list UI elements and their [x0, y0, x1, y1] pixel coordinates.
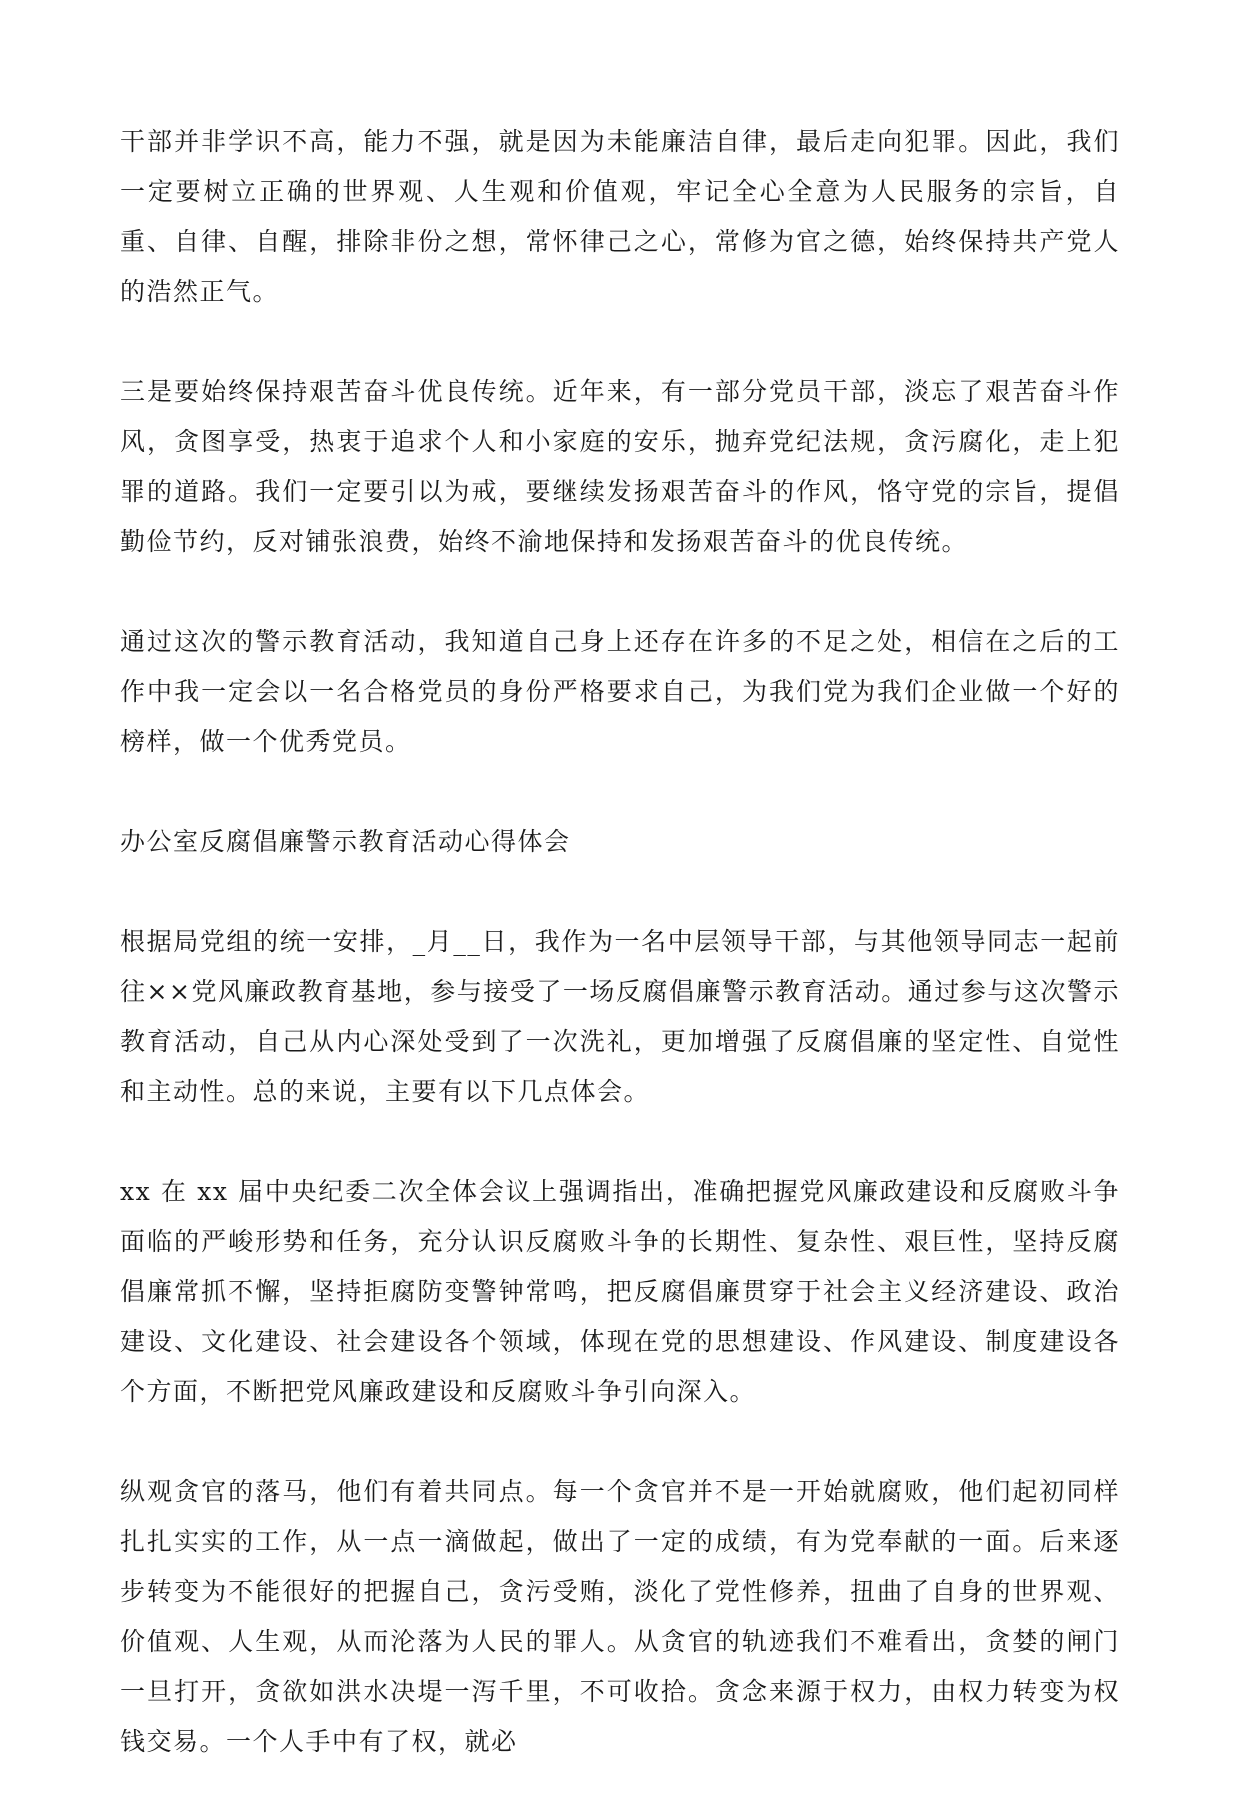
- section-title: 办公室反腐倡廉警示教育活动心得体会: [120, 827, 571, 856]
- paragraph-hard-work: 三是要始终保持艰苦奋斗优良传统。近年来，有一部分党员干部，淡忘了艰苦奋斗作风，贪图享受，热衷于追求个人和小家庭的安乐，抛弃党纪法规，贪污腐化，走上犯罪的道路。我们一定要引以为戒，要继续发扬艰苦奋斗的作风，恪守党的宗旨，提倡勤俭节约，反对铺张浪费，始终不渝地保持和发扬艰苦奋斗的优良传统。: [120, 377, 1120, 556]
- document-page: [120, 117, 1120, 1817]
- paragraph-integrity: 干部并非学识不高，能力不强，就是因为未能廉洁自律，最后走向犯罪。因此，我们一定要树立正确的世界观、人生观和价值观，牢记全心全意为人民服务的宗旨，自重、自律、自醒，排除非份之想，常怀律己之心，常修为官之德，始终保持共产党人的浩然正气。: [120, 127, 1120, 306]
- paragraph-corrupt-officials: 纵观贪官的落马，他们有着共同点。每一个贪官并不是一开始就腐败，他们起初同样扎扎实实的工作，从一点一滴做起，做出了一定的成绩，有为党奉献的一面。后来逐步转变为不能很好的把握自己，贪污受贿，淡化了党性修养，扭曲了自身的世界观、价值观、人生观，从而沦落为人民的罪人。从贪官的轨迹我们不难看出，贪婪的闸门一旦打开，贪欲如洪水决堤一泻千里，不可收拾。贪念来源于权力，由权力转变为权钱交易。一个人手中有了权，就必: [120, 1477, 1120, 1756]
- paragraph-intro: 根据局党组的统一安排，_月__日，我作为一名中层领导干部，与其他领导同志一起前往××党风廉政教育基地，参与接受了一场反腐倡廉警示教育活动。通过参与这次警示教育活动，自己从内心深处受到了一次洗礼，更加增强了反腐倡廉的坚定性、自觉性和主动性。总的来说，主要有以下几点体会。: [120, 927, 1120, 1106]
- paragraph-conclusion: 通过这次的警示教育活动，我知道自己身上还存在许多的不足之处，相信在之后的工作中我一定会以一名合格党员的身份严格要求自己，为我们党为我们企业做一个好的榜样，做一个优秀党员。: [120, 627, 1120, 756]
- paragraph-central-committee: xx 在 xx 届中央纪委二次全体会议上强调指出，准确把握党风廉政建设和反腐败斗争面临的严峻形势和任务，充分认识反腐败斗争的长期性、复杂性、艰巨性，坚持反腐倡廉常抓不懈，坚持拒腐防变警钟常鸣，把反腐倡廉贯穿于社会主义经济建设、政治建设、文化建设、社会建设各个领域，体现在党的思想建设、作风建设、制度建设各个方面，不断把党风廉政建设和反腐败斗争引向深入。: [120, 1177, 1120, 1406]
